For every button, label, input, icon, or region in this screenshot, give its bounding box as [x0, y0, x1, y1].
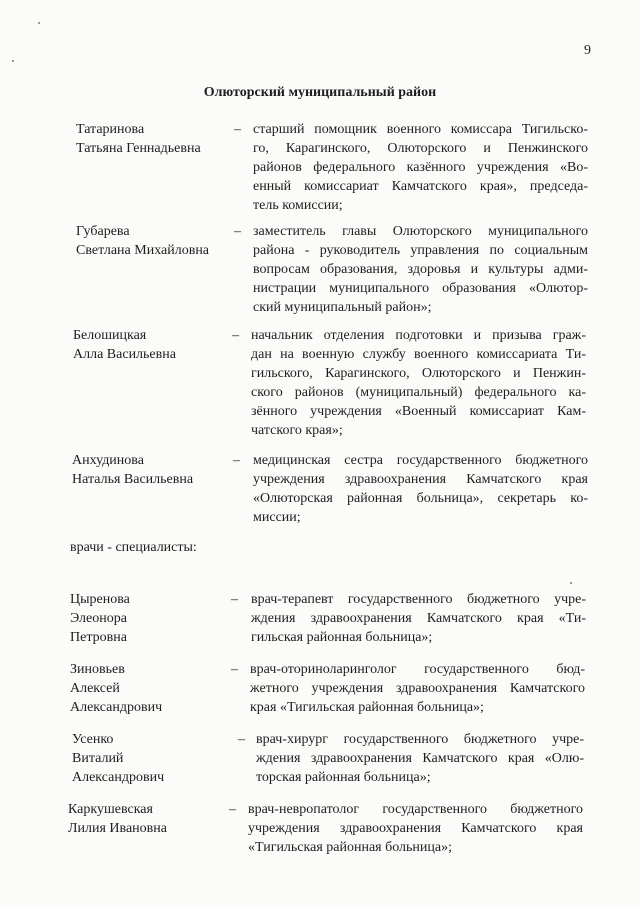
page-number: 9 [584, 43, 591, 58]
person-name: Каркушевская Лилия Ивановна [68, 802, 167, 836]
person-role: начальник отделения подготовки и призыва граж- дан на военную службу военного комиссариата Ти- гильского, Карагинского, Олюторского и Пенжин- ского районов (муниципальный) федерального ка- зённого учреждения «Военный комиссариат Кам- чатского края»; [251, 328, 586, 438]
person-role: старший помощник военного комиссара Тигильско- го, Карагинского, Олюторского и Пенжинского районов федерального казённого учреждения «Во- енный комиссариат Камчатского края», председа- тель комиссии; [253, 122, 588, 213]
person-role: врач-оториноларинголог государственного бюд- жетного учреждения здравоохранения Камчатского края «Тигильская районная больница»; [250, 662, 585, 715]
section-label: врачи - специалисты: [70, 540, 197, 555]
person-role: врач-терапевт государственного бюджетного учре- ждения здравоохранения Камчатского края «Ти- гильская районная больница»; [251, 592, 586, 645]
person-name: Анхудинова Наталья Васильевна [72, 453, 194, 487]
person-name: Зиновьев Алексей Александрович [70, 662, 163, 715]
person-role: заместитель главы Олюторского муниципального района - руководитель управления по социальным вопросам образования, здоровья и культуры адми- нистрации муниципального образования «Олютор- ский муниципальный район»; [253, 224, 588, 315]
person-role: врач-невропатолог государственного бюджетного учреждения здравоохранения Камчатского края «Тигильская районная больница»; [248, 802, 583, 855]
scan-speck [38, 22, 40, 24]
scan-speck [12, 60, 14, 62]
person-name: Белошицкая Алла Васильевна [73, 328, 176, 362]
page-title: Олюторский муниципальный район [203, 85, 437, 100]
person-name: Усенко Виталий Александрович [72, 732, 165, 785]
person-role: врач-хирург государственного бюджетного учре- ждения здравоохранения Камчатского края «Олю- торская районная больница»; [256, 732, 584, 785]
scan-speck [570, 582, 572, 584]
person-name: Губарева Светлана Михайловна [76, 224, 210, 258]
person-role: медицинская сестра государственного бюджетного учреждения здравоохранения Камчатского края «Олюторская районная больница», секретарь ко- миссии; [253, 453, 588, 525]
person-name: Татаринова Татьяна Геннадьевна [76, 122, 201, 156]
person-name: Цыренова Элеонора Петровна [70, 592, 130, 645]
